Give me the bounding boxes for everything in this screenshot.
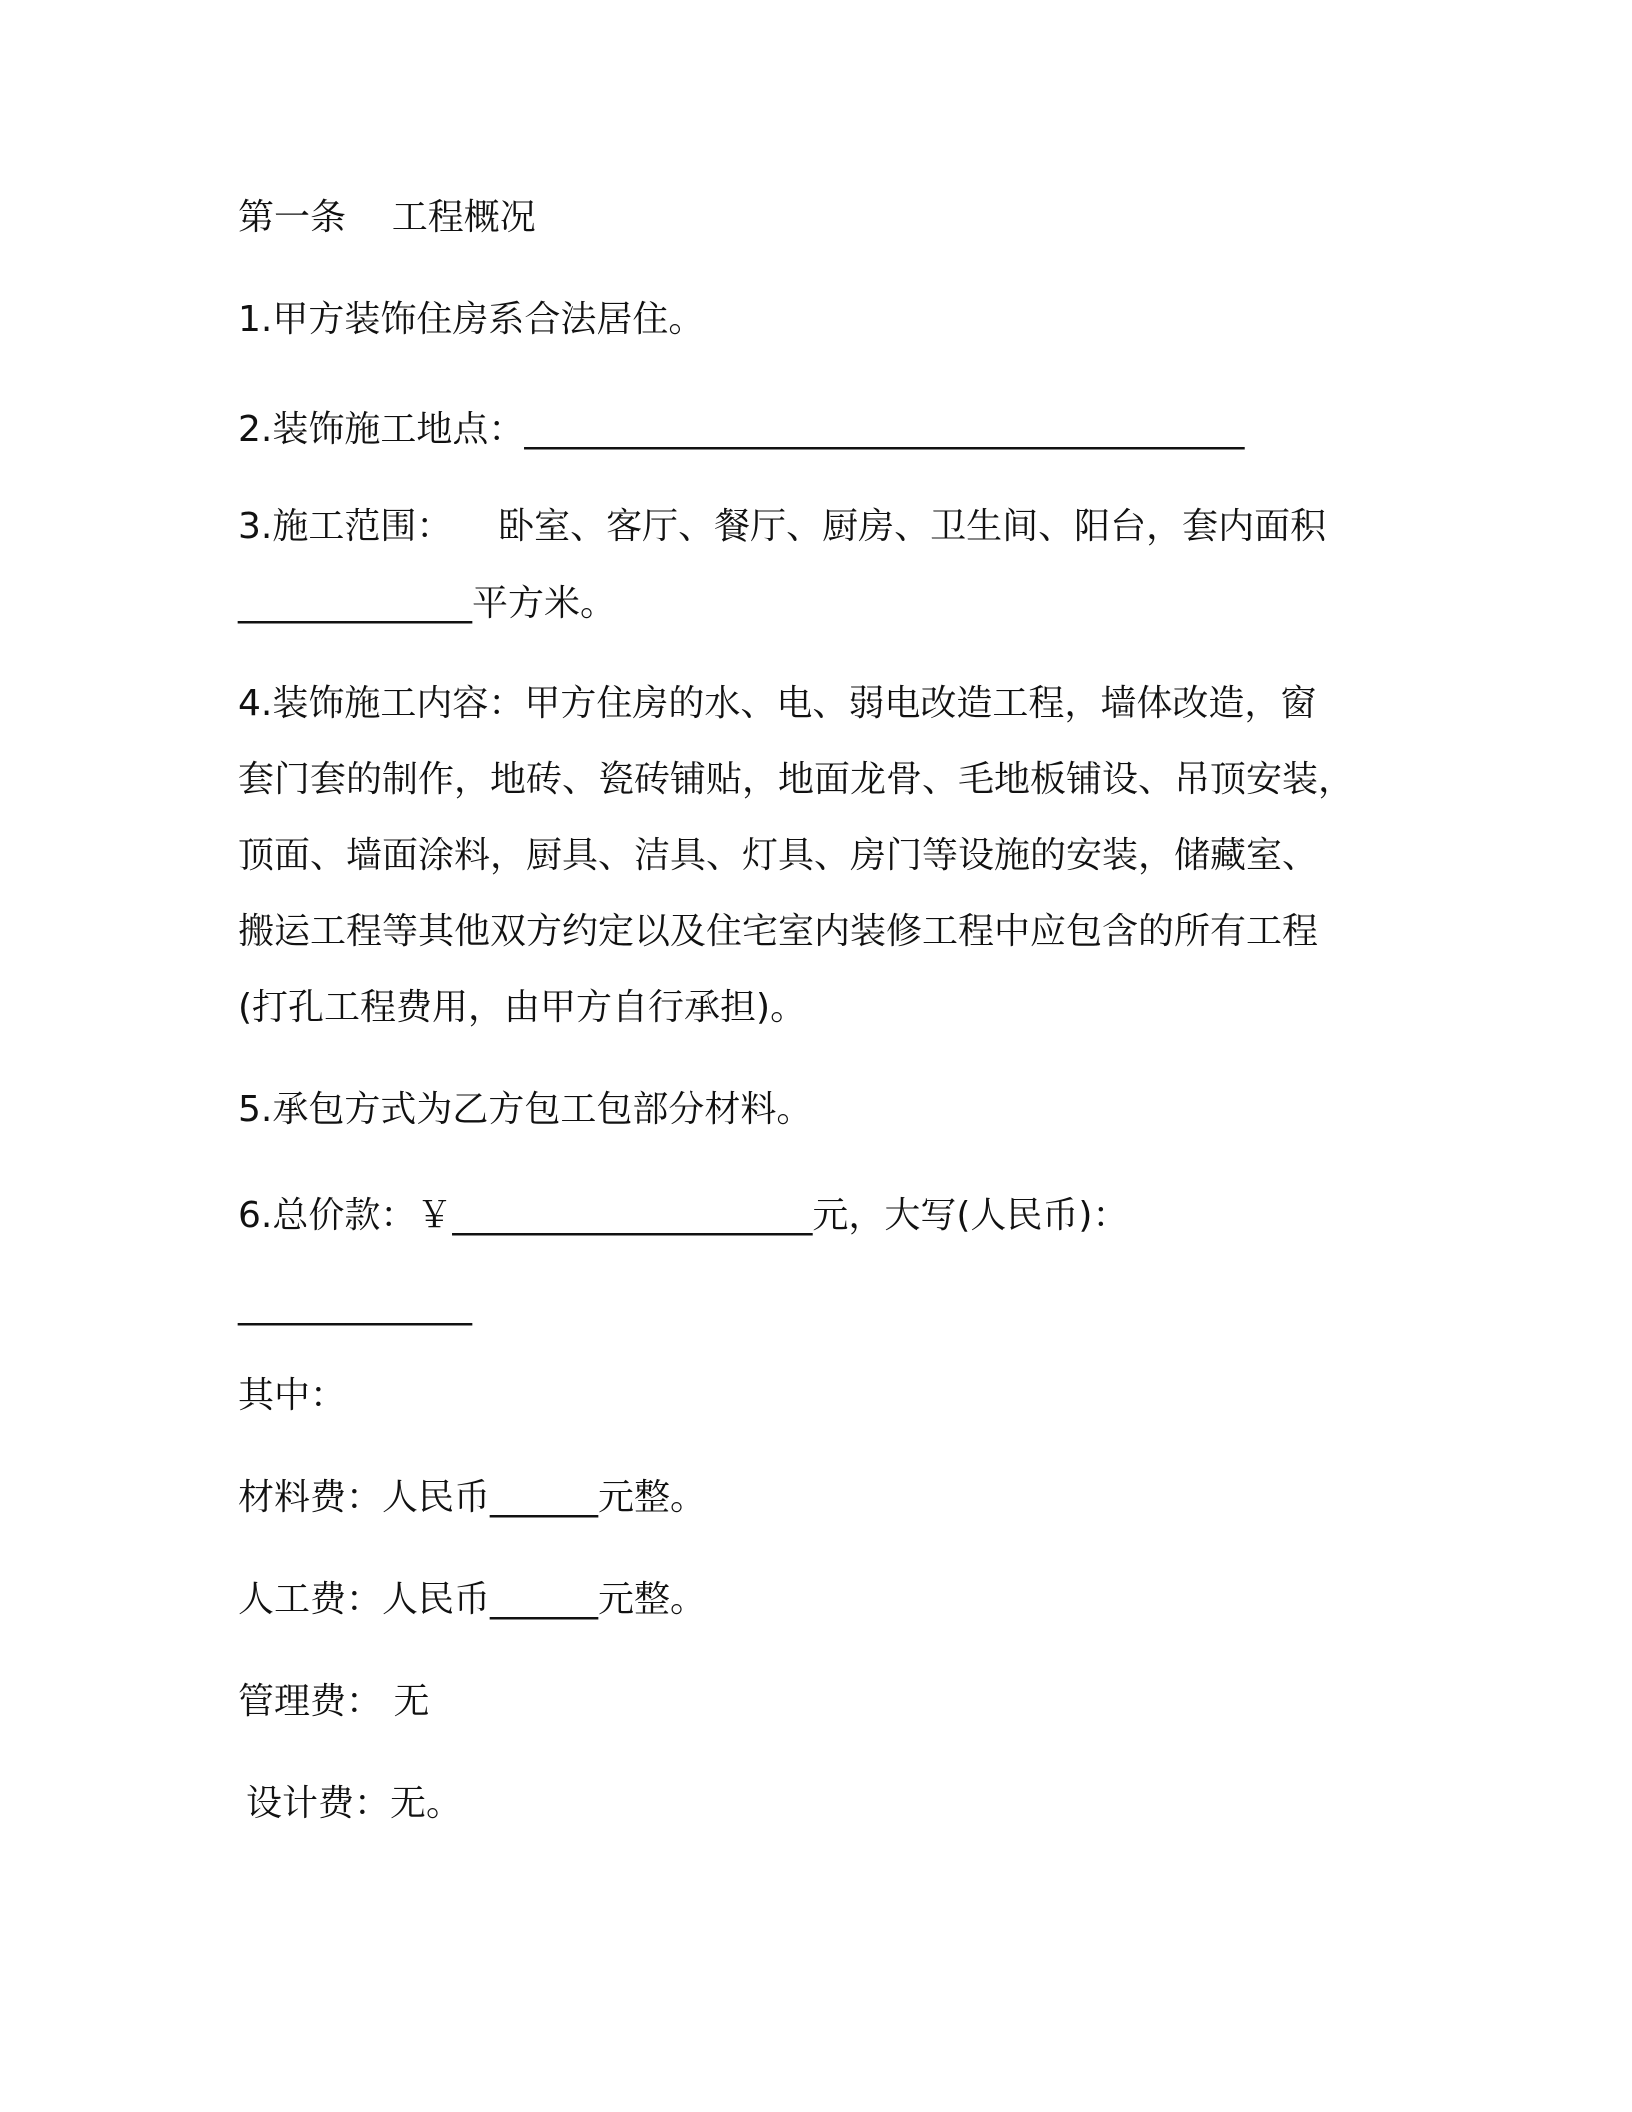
section-heading: 第一条 工程概况 [238, 197, 536, 238]
management-fee: 管理费： 无 [238, 1681, 430, 1722]
clause-4-line-4: 搬运工程等其他双方约定以及住宅室内装修工程中应包含的所有工程 [238, 911, 1319, 952]
design-fee: 设计费：无。 [246, 1783, 463, 1824]
material-fee: 材料费：人民币______元整。 [238, 1477, 707, 1518]
clause-4-line-2: 套门套的制作，地砖、瓷砖铺贴，地面龙骨、毛地板铺设、吊顶安装， [238, 759, 1355, 800]
clause-4-line-5: (打孔工程费用，由甲方自行承担)。 [238, 987, 807, 1028]
clause-1: 1.甲方装饰住房系合法居住。 [238, 299, 705, 340]
clause-6-total-price: 6.总价款：￥____________________元，大写(人民币)： [238, 1195, 1129, 1236]
clause-4-line-1: 4.装饰施工内容：甲方住房的水、电、弱电改造工程，墙体改造，窗 [238, 683, 1317, 724]
breakdown-label: 其中： [238, 1375, 347, 1416]
clause-3-area: _____________平方米。 [238, 583, 617, 624]
clause-4-line-3: 顶面、墙面涂料，厨具、洁具、灯具、房门等设施的安装，储藏室、 [238, 835, 1319, 876]
clause-3-scope: 3.施工范围： 卧室、客厅、餐厅、厨房、卫生间、阳台，套内面积 [238, 506, 1327, 547]
clause-2-location: 2.装饰施工地点：________________________________________ [238, 409, 1245, 450]
labor-fee: 人工费：人民币______元整。 [238, 1579, 707, 1620]
clause-6-amount-in-words-blank: _____________ [238, 1285, 472, 1326]
clause-5: 5.承包方式为乙方包工包部分材料。 [238, 1089, 813, 1130]
